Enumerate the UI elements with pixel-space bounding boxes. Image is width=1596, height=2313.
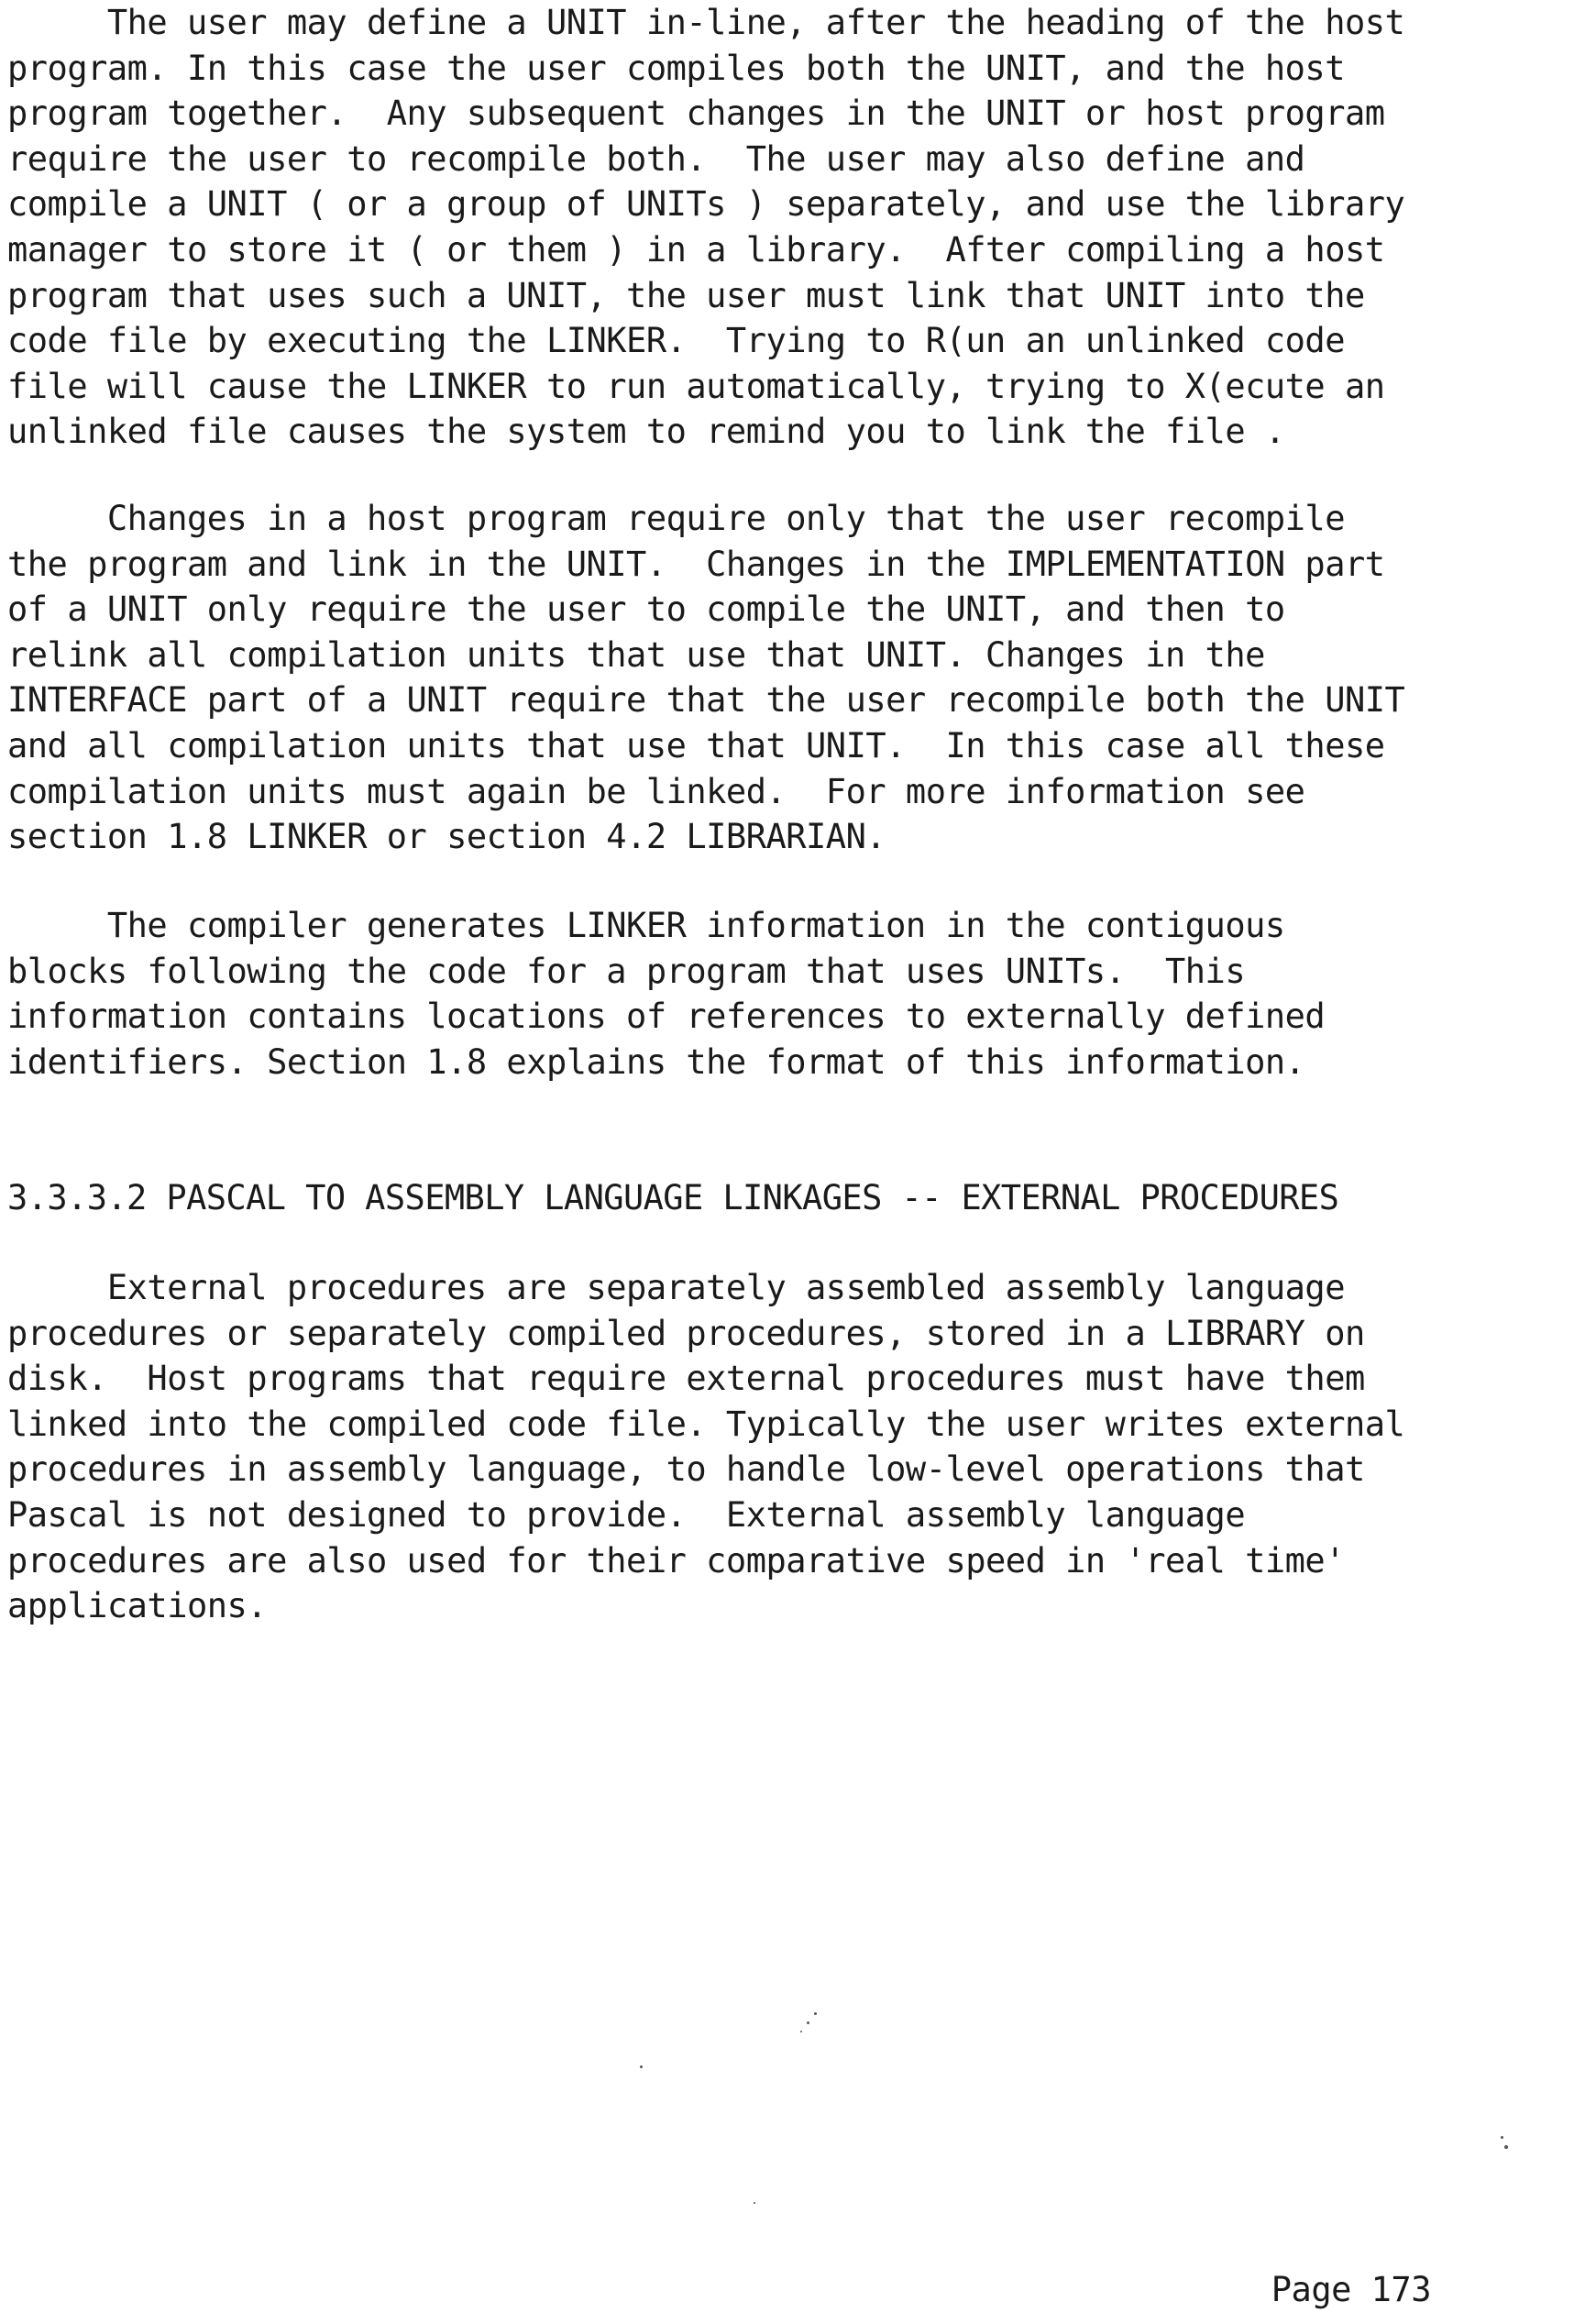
text-line: program. In this case the user compiles both the UNIT, and the host bbox=[7, 48, 1345, 88]
text-line: of a UNIT only require the user to compile the UNIT, and then to bbox=[7, 589, 1285, 630]
text-line: applications. bbox=[7, 1586, 268, 1626]
text-line: file will cause the LINKER to run automatically, trying to X(ecute an bbox=[7, 366, 1385, 406]
text-line: Changes in a host program require only that the user recompile bbox=[7, 499, 1345, 538]
text-line: procedures are also used for their comparative speed in 'real time' bbox=[7, 1540, 1345, 1581]
text-line: disk. Host programs that require external procedures must have them bbox=[7, 1359, 1365, 1399]
text-line: code file by executing the LINKER. Trying to R(un an unlinked code bbox=[7, 321, 1345, 361]
text-line: procedures in assembly language, to handle low-level operations that bbox=[7, 1449, 1365, 1490]
page-number: Page 173 bbox=[1271, 2270, 1431, 2309]
scan-speck bbox=[807, 2021, 809, 2024]
scan-speck bbox=[754, 2202, 755, 2204]
text-line: External procedures are separately assembled assembly language bbox=[7, 1268, 1345, 1307]
paragraph-recompile-rules bbox=[7, 496, 1593, 860]
text-line: INTERFACE part of a UNIT require that the user recompile both the UNIT bbox=[7, 680, 1405, 721]
text-line: manager to store it ( or them ) in a library. After compiling a host bbox=[7, 229, 1385, 270]
section-heading: 3.3.3.2 PASCAL TO ASSEMBLY LANGUAGE LINKAGES -- EXTERNAL PROCEDURES bbox=[7, 1178, 1339, 1217]
text-line: program together. Any subsequent changes in the UNIT or host program bbox=[7, 94, 1385, 134]
paragraph-linker-information bbox=[7, 903, 1593, 1085]
text-line: procedures or separately compiled procedures, stored in a LIBRARY on bbox=[7, 1313, 1365, 1353]
text-line: The user may define a UNIT in-line, after the heading of the host bbox=[7, 3, 1405, 42]
scan-speck bbox=[800, 2031, 802, 2032]
text-line: and all compilation units that use that UNIT. In this case all these bbox=[7, 725, 1385, 765]
scan-speck bbox=[1501, 2136, 1503, 2139]
text-line: information contains locations of references to externally defined bbox=[7, 997, 1326, 1037]
scan-speck bbox=[640, 2065, 643, 2068]
scan-speck bbox=[1504, 2145, 1508, 2149]
scan-speck bbox=[814, 2012, 817, 2015]
text-line: identifiers. Section 1.8 explains the format of this information. bbox=[7, 1041, 1305, 1082]
text-line: The compiler generates LINKER information in the contiguous bbox=[7, 906, 1285, 945]
text-line: linked into the compiled code file. Typically the user writes external bbox=[7, 1404, 1405, 1444]
paragraph-unit-definition bbox=[7, 0, 1593, 455]
text-line: relink all compilation units that use that UNIT. Changes in the bbox=[7, 634, 1265, 675]
text-line: program that uses such a UNIT, the user must link that UNIT into the bbox=[7, 275, 1365, 315]
text-line: the program and link in the UNIT. Changes in the IMPLEMENTATION part bbox=[7, 544, 1385, 584]
text-line: section 1.8 LINKER or section 4.2 LIBRARIAN. bbox=[7, 817, 886, 857]
paragraph-external-procedures bbox=[7, 1265, 1593, 1629]
text-line: unlinked file causes the system to remind you to link the file . bbox=[7, 412, 1285, 452]
text-line: compilation units must again be linked. For more information see bbox=[7, 771, 1305, 811]
text-line: require the user to recompile both. The user may also define and bbox=[7, 138, 1305, 179]
text-line: Pascal is not designed to provide. External assembly language bbox=[7, 1494, 1246, 1535]
text-line: compile a UNIT ( or a group of UNITs ) separately, and use the library bbox=[7, 184, 1405, 225]
text-line: blocks following the code for a program that uses UNITs. This bbox=[7, 951, 1246, 991]
